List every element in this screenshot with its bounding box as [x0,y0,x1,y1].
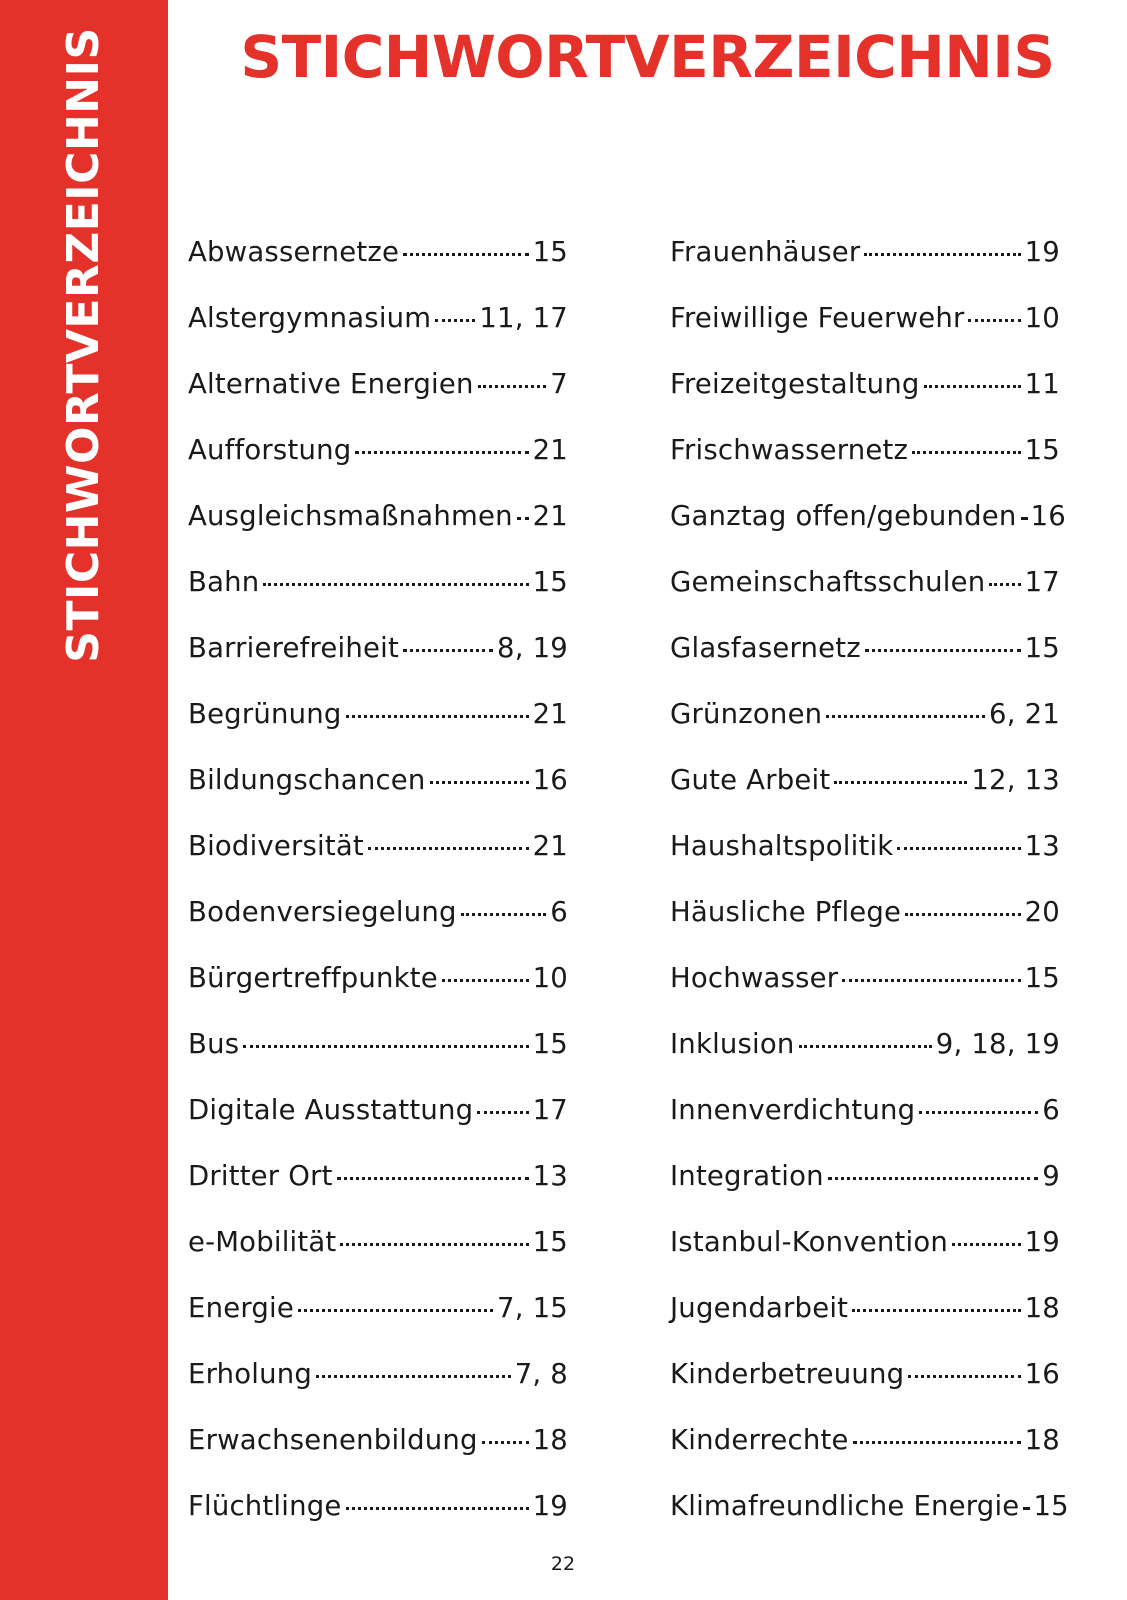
index-pages: 16 [1030,500,1066,532]
index-entry [670,299,1060,365]
dot-leader [842,979,1020,982]
index-entry [670,1289,1060,1355]
dot-leader [905,913,1020,916]
index-pages: 15 [532,1028,568,1060]
page-title: STICHWORTVERZEICHNIS [240,23,1055,91]
index-entry [670,365,1060,431]
index-term: Ganztag offen/gebunden [670,500,1017,532]
index-entry [188,233,568,299]
dot-leader [403,649,493,652]
index-entry [188,959,568,1025]
page-number: 22 [550,1553,576,1575]
index-pages: 21 [532,698,568,730]
index-term: Ausgleichsmaßnahmen [188,500,513,532]
dot-leader [435,319,475,322]
dot-leader [1021,517,1027,520]
index-pages: 11 [1024,368,1060,400]
index-pages: 18 [1024,1424,1060,1456]
index-entry [670,1025,1060,1091]
dot-leader [346,715,529,718]
index-term: Aufforstung [188,434,352,466]
index-entry [188,299,568,365]
index-entry [670,827,1060,893]
index-pages: 16 [1024,1358,1060,1390]
dot-leader [865,649,1021,652]
index-entry [188,1157,568,1223]
dot-leader [346,1507,529,1510]
dot-leader [924,385,1021,388]
dot-leader [828,1177,1039,1180]
sidebar-band [0,0,168,1600]
dot-leader [482,1441,529,1444]
index-term: Bildungschancen [188,764,426,796]
index-entry [188,1487,568,1553]
index-pages: 8, 19 [497,632,568,664]
dot-leader [517,517,529,520]
index-pages: 21 [532,434,568,466]
index-term: Barrierefreiheit [188,632,399,664]
index-pages: 17 [1024,566,1060,598]
dot-leader [1023,1507,1029,1510]
index-term: Dritter Ort [188,1160,333,1192]
index-term: Alternative Energien [188,368,474,400]
dot-leader [263,583,528,586]
dot-leader [919,1111,1038,1114]
index-term: Kinderbetreuung [670,1358,905,1390]
dot-leader [430,781,529,784]
index-entry [670,1421,1060,1487]
index-entry [188,431,568,497]
index-term: Digitale Ausstattung [188,1094,474,1126]
index-term: Gute Arbeit [670,764,831,796]
index-entry [670,1157,1060,1223]
dot-leader [897,847,1020,850]
index-entry [670,233,1060,299]
index-pages: 15 [1024,962,1060,994]
index-entry [188,365,568,431]
index-entry [188,497,568,563]
index-entry [670,431,1060,497]
index-pages: 15 [1033,1490,1069,1522]
index-entry [670,959,1060,1025]
dot-leader [403,253,529,256]
index-term: Abwassernetze [188,236,400,268]
index-pages: 16 [532,764,568,796]
index-pages: 13 [532,1160,568,1192]
index-entry [188,893,568,959]
index-term: Bus [188,1028,240,1060]
index-term: Alstergymnasium [188,302,432,334]
index-pages: 6 [1042,1094,1060,1126]
index-term: Flüchtlinge [188,1490,342,1522]
index-term: Frischwassernetz [670,434,909,466]
index-term: Integration [670,1160,824,1192]
dot-leader [799,1045,932,1048]
index-column-left [188,233,568,1553]
index-pages: 15 [532,566,568,598]
index-entry [188,761,568,827]
index-term: Haushaltspolitik [670,830,894,862]
index-term: Häusliche Pflege [670,896,902,928]
index-pages: 18 [1024,1292,1060,1324]
index-term: Bürgertreffpunkte [188,962,438,994]
index-pages: 7, 8 [514,1358,568,1390]
dot-leader [864,253,1020,256]
index-term: Klimafreundliche Energie [670,1490,1020,1522]
dot-leader [989,583,1020,586]
index-pages: 15 [532,236,568,268]
index-term: Energie [188,1292,294,1324]
dot-leader [908,1375,1020,1378]
index-term: e-Mobilität [188,1226,337,1258]
dot-leader [316,1375,511,1378]
index-pages: 10 [1024,302,1060,334]
index-entry [188,1355,568,1421]
index-pages: 15 [1024,434,1060,466]
dot-leader [834,781,967,784]
index-entry [670,1355,1060,1421]
index-pages: 12, 13 [971,764,1060,796]
index-term: Freizeitgestaltung [670,368,920,400]
index-entry [670,1223,1060,1289]
index-pages: 21 [532,830,568,862]
index-term: Inklusion [670,1028,795,1060]
index-term: Kinderrechte [670,1424,849,1456]
index-term: Glasfasernetz [670,632,861,664]
index-term: Bahn [188,566,260,598]
dot-leader [478,385,547,388]
dot-leader [853,1441,1021,1444]
index-term: Gemeinschaftsschulen [670,566,986,598]
dot-leader [912,451,1020,454]
index-term: Erwachsenenbildung [188,1424,478,1456]
index-entry [188,1421,568,1487]
index-pages: 15 [1024,632,1060,664]
index-term: Hochwasser [670,962,839,994]
index-term: Freiwillige Feuerwehr [670,302,965,334]
dot-leader [852,1309,1020,1312]
index-pages: 17 [532,1094,568,1126]
index-term: Erholung [188,1358,313,1390]
index-entry [188,695,568,761]
index-term: Begrünung [188,698,342,730]
index-pages: 19 [532,1490,568,1522]
dot-leader [477,1111,528,1114]
index-pages: 19 [1024,236,1060,268]
index-term: Grünzonen [670,698,823,730]
index-entry [670,1487,1069,1553]
dot-leader [952,1243,1021,1246]
index-entry [670,695,1060,761]
index-pages: 7 [550,368,568,400]
dot-leader [298,1309,493,1312]
index-entry [670,629,1060,695]
dot-leader [826,715,985,718]
index-pages: 18 [532,1424,568,1456]
index-entry [188,1025,568,1091]
index-term: Frauenhäuser [670,236,861,268]
index-pages: 9 [1042,1160,1060,1192]
index-pages: 13 [1024,830,1060,862]
index-entry [188,1223,568,1289]
index-term: Biodiversität [188,830,364,862]
dot-leader [442,979,529,982]
dot-leader [355,451,528,454]
index-pages: 10 [532,962,568,994]
index-entry [188,629,568,695]
index-entry [188,1289,568,1355]
dot-leader [368,847,529,850]
dot-leader [461,913,547,916]
index-entry [188,827,568,893]
index-term: Jugendarbeit [670,1292,849,1324]
dot-leader [243,1045,528,1048]
index-term: Istanbul-Konvention [670,1226,948,1258]
index-entry [670,497,1066,563]
index-entry [188,1091,568,1157]
index-pages: 21 [532,500,568,532]
dot-leader [968,319,1020,322]
dot-leader [340,1243,528,1246]
index-column-right [670,233,1069,1553]
index-pages: 19 [1024,1226,1060,1258]
index-pages: 15 [532,1226,568,1258]
index-pages: 7, 15 [497,1292,568,1324]
index-pages: 6, 21 [989,698,1060,730]
index-entry [670,761,1060,827]
index-entry [670,563,1060,629]
index-entry [670,1091,1060,1157]
index-pages: 6 [550,896,568,928]
index-pages: 20 [1024,896,1060,928]
dot-leader [337,1177,529,1180]
sidebar-title: STICHWORTVERZEICHNIS [58,27,109,663]
index-term: Innenverdichtung [670,1094,916,1126]
index-pages: 11, 17 [479,302,568,334]
index-entry [670,893,1060,959]
index-entry [188,563,568,629]
index-pages: 9, 18, 19 [935,1028,1060,1060]
index-term: Bodenversiegelung [188,896,457,928]
